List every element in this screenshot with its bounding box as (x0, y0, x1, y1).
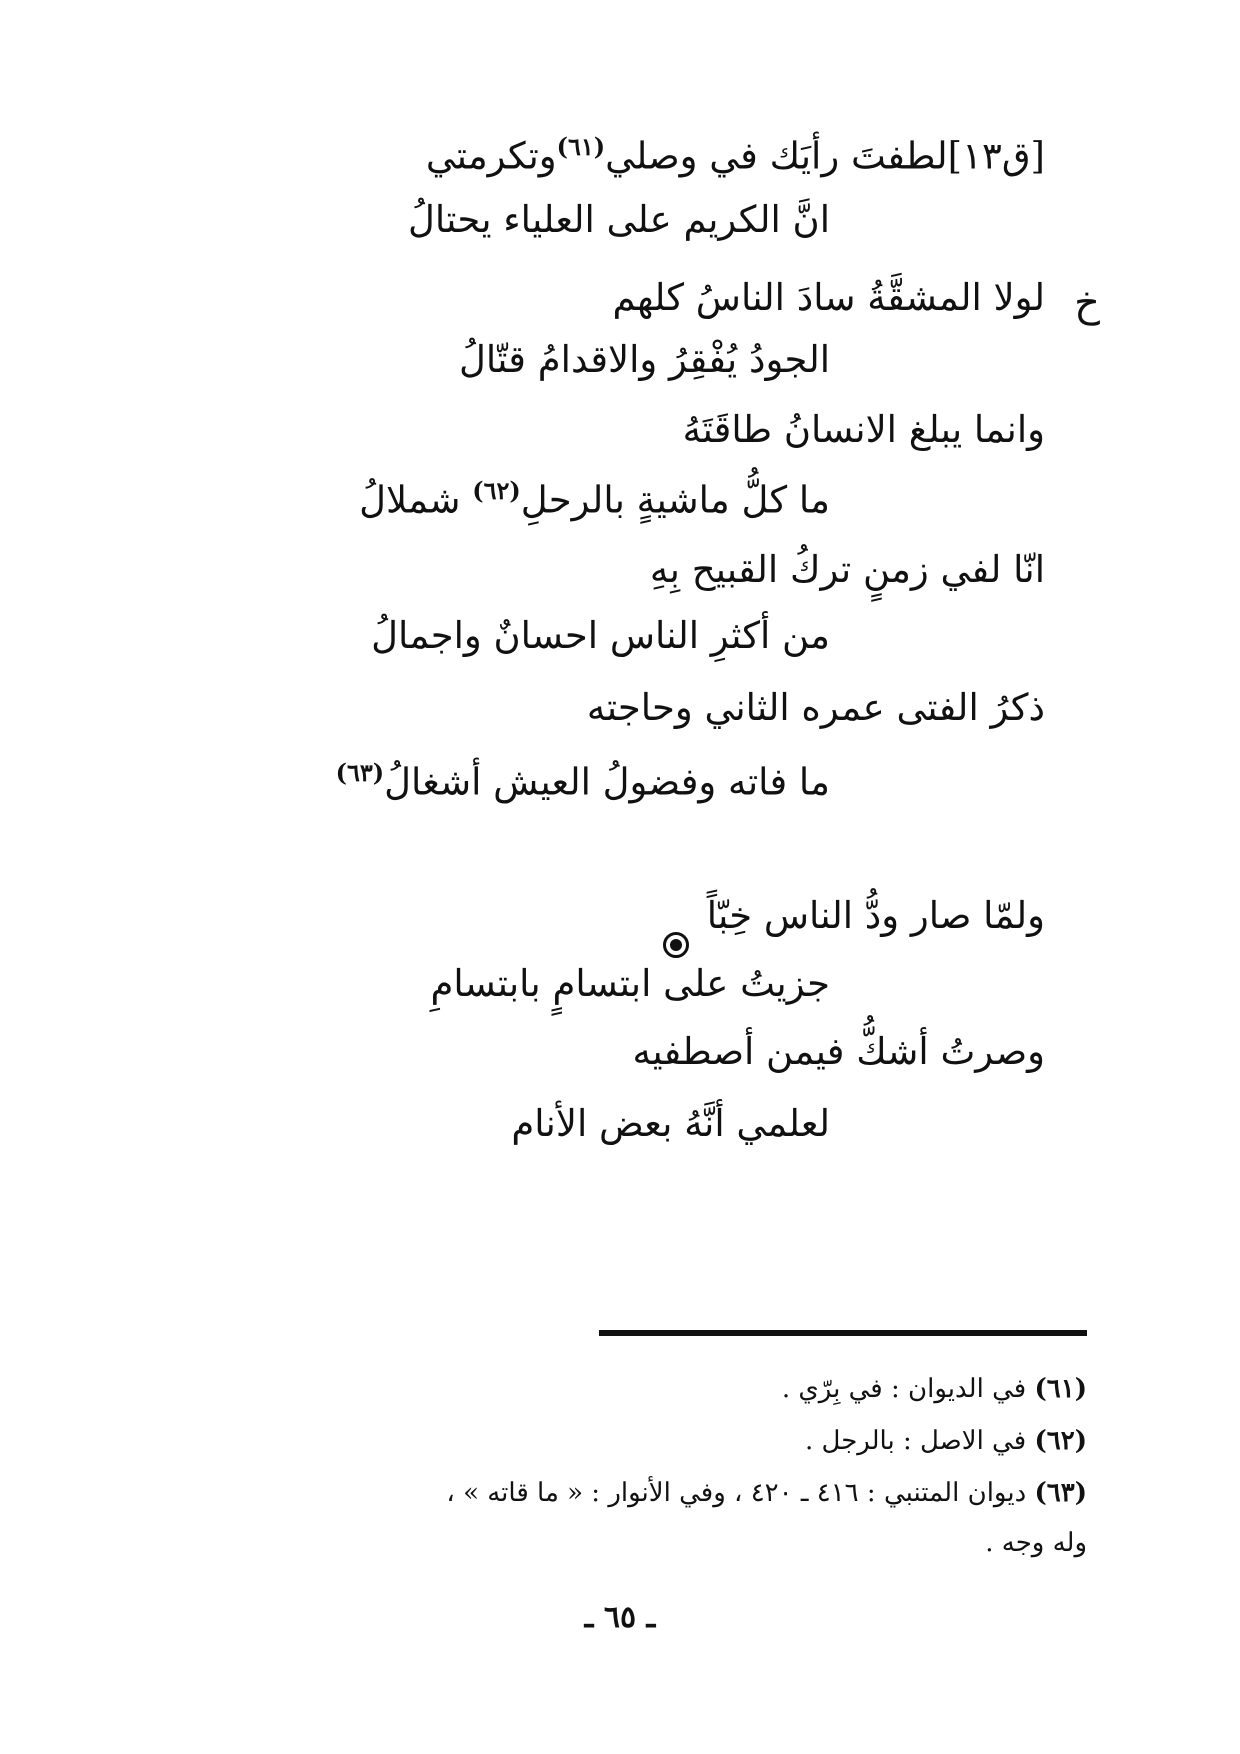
footnote-63-continuation: وله وجه . (985, 1528, 1087, 1558)
verse-line-11: ولمّا صار ودُّ الناس خِبّاً (706, 894, 1045, 937)
manuscript-ref: [ق١٣] (947, 134, 1045, 178)
footnote-61: (٦١) في الديوان : في بِرّي . (781, 1374, 1087, 1404)
verse-line-12: جزيتُ على ابتسامٍ بابتسامِ (430, 962, 830, 1005)
verse-line-8: من أكثرِ الناس احسانٌ واجمالُ (371, 614, 830, 657)
verse-line-5: وانما يبلغ الانسانُ طاقَتَهُ (682, 408, 1045, 451)
verse-line-10: ما فاته وفضولُ العيش أشغالُ$^{(٦٣)}$ (335, 758, 830, 804)
verse-line-13: وصرتُ أشكُّ فيمن أصطفيه (632, 1030, 1045, 1073)
verse-line-4: الجودُ يُفْقِرُ والاقدامُ قتّالُ (458, 338, 830, 381)
footnote-63: (٦٣) ديوان المتنبي : ٤١٦ ـ ٤٢٠ ، وفي الأنوار : « ما قاته » ، (446, 1478, 1087, 1508)
page-number: ـ ٦٥ ـ (584, 1600, 656, 1635)
circle-dot-icon (663, 932, 689, 958)
footnote-ref-61: (٦١) (556, 132, 606, 161)
footnote-62: (٦٢) في الاصل : بالرجل . (804, 1426, 1087, 1456)
verse-line-6: ما كلُّ ماشيةٍ بالرحلِ$^{(٦٢)}$ شملالُ (359, 476, 830, 522)
verse-line-9: ذكرُ الفتى عمره الثاني وحاجته (586, 686, 1045, 729)
verse-line-1: [ق١٣]لطفتَ رأيَك في وصلي$^{(٦١)}$وتكرمتي (425, 132, 1045, 178)
footnote-ref-63: (٦٣) (335, 758, 385, 787)
footnote-divider (599, 1330, 1087, 1336)
verse-line-2: انَّ الكريم على العلياء يحتالُ (408, 198, 830, 241)
verse-line-3: لولا المشقَّةُ سادَ الناسُ كلهم (612, 276, 1045, 319)
footnote-ref-62: (٦٢) (472, 476, 521, 505)
verse-line-14: لعلمي أنَّهُ بعض الأنام (511, 1102, 830, 1145)
verse-line-7: انّا لفي زمنٍ تركُ القبيح بِهِ (649, 548, 1045, 591)
margin-mark: خ (1074, 280, 1100, 326)
